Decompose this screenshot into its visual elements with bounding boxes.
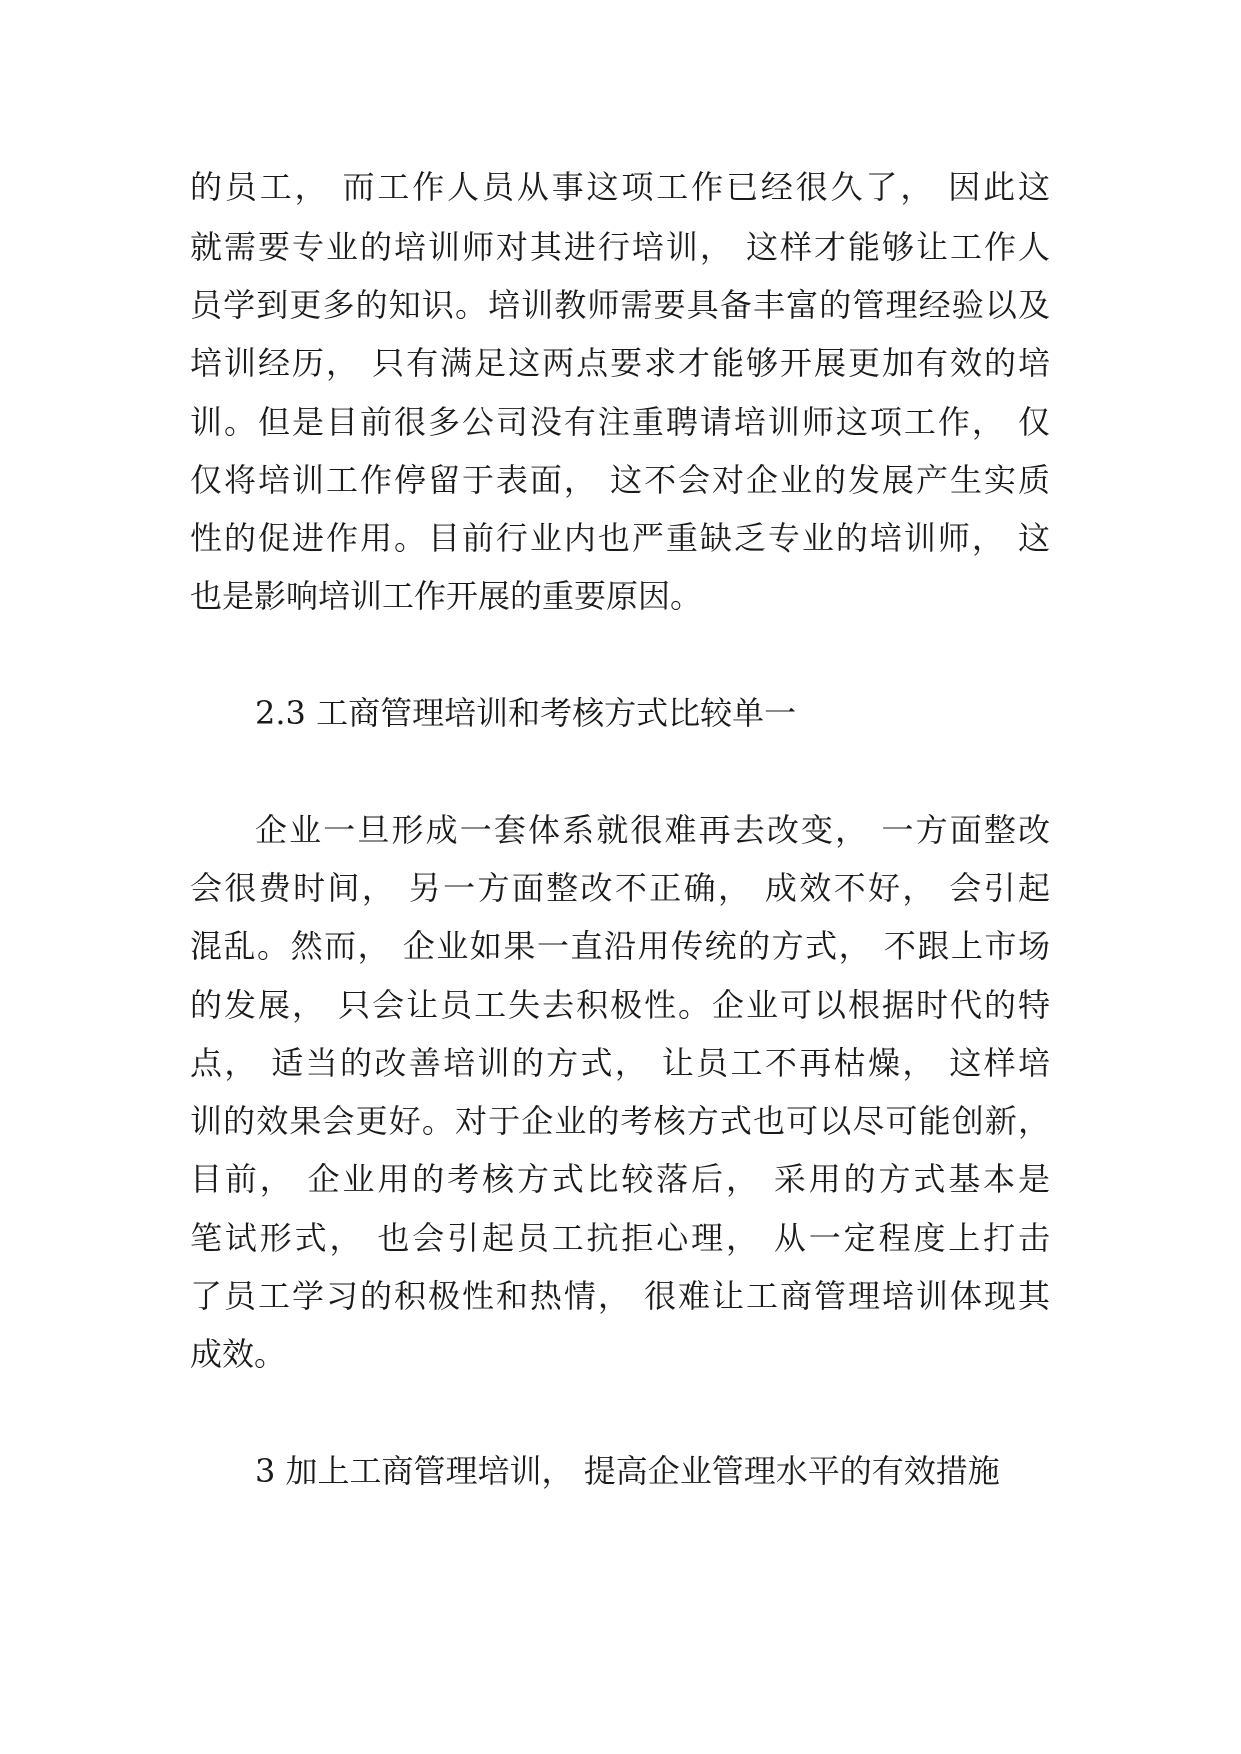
section-heading-3: 3 加上工商管理培训， 提高企业管理水平的有效措施 bbox=[255, 1452, 1000, 1490]
text-line: 仅将培训工作停留于表面， 这不会对企业的发展产生实质 bbox=[190, 461, 1050, 499]
text-line: 会很费时间， 另一方面整改不正确， 成效不好， 会引起 bbox=[190, 869, 1050, 907]
text-line: 笔试形式， 也会引起员工抗拒心理， 从一定程度上打击 bbox=[190, 1219, 1050, 1257]
text-line: 培训经历， 只有满足这两点要求才能够开展更加有效的培 bbox=[190, 344, 1050, 382]
section-heading-2-3: 2.3 工商管理培训和考核方式比较单一 bbox=[255, 694, 797, 732]
text-line: 目前， 企业用的考核方式比较落后， 采用的方式基本是 bbox=[190, 1160, 1050, 1198]
text-line: 训的效果会更好。对于企业的考核方式也可以尽可能创新， bbox=[190, 1102, 1050, 1140]
text-line: 就需要专业的培训师对其进行培训， 这样才能够让工作人 bbox=[190, 228, 1050, 266]
text-line: 训。但是目前很多公司没有注重聘请培训师这项工作， 仅 bbox=[190, 403, 1050, 441]
text-line: 的员工， 而工作人员从事这项工作已经很久了， 因此这 bbox=[190, 168, 1050, 206]
text-line: 点， 适当的改善培训的方式， 让员工不再枯燥， 这样培 bbox=[190, 1044, 1050, 1082]
text-line: 混乱。然而， 企业如果一直沿用传统的方式， 不跟上市场 bbox=[190, 927, 1050, 965]
text-line: 员学到更多的知识。培训教师需要具备丰富的管理经验以及 bbox=[190, 286, 1050, 324]
text-line: 成效。 bbox=[190, 1335, 287, 1373]
text-line: 也是影响培训工作开展的重要原因。 bbox=[190, 577, 703, 615]
text-line: 了员工学习的积极性和热情， 很难让工商管理培训体现其 bbox=[190, 1277, 1050, 1315]
text-line: 企业一旦形成一套体系就很难再去改变， 一方面整改 bbox=[255, 811, 1050, 849]
text-line: 性的促进作用。目前行业内也严重缺乏专业的培训师， 这 bbox=[190, 519, 1050, 557]
text-line: 的发展， 只会让员工失去积极性。企业可以根据时代的特 bbox=[190, 986, 1050, 1024]
